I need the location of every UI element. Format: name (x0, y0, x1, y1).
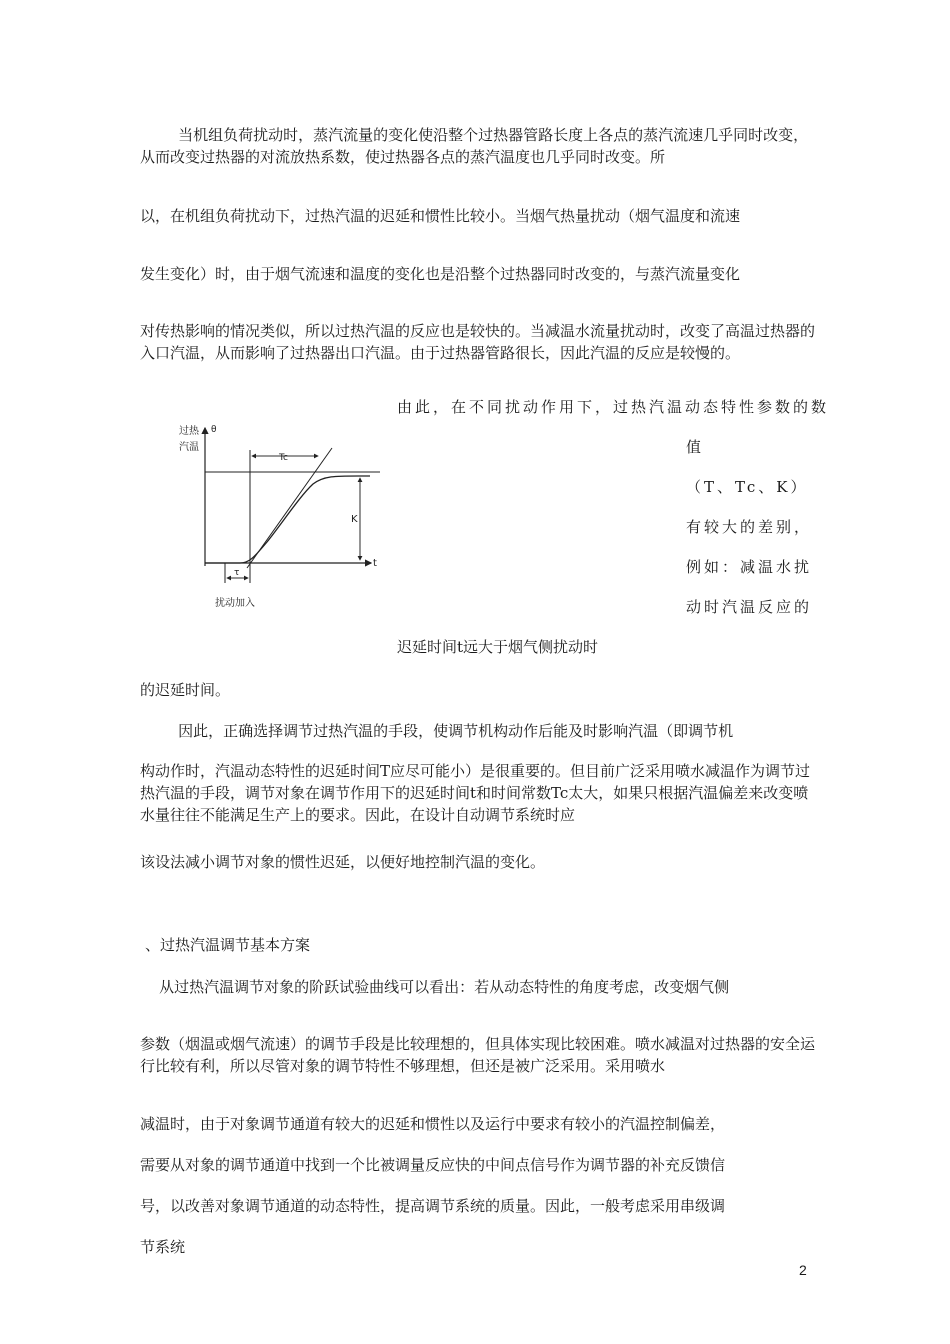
side-text-line-5: 例如：减温水扰 (686, 558, 813, 576)
paragraph-2-end: 的迟延时间。 (140, 681, 231, 699)
y-axis-label-line-1: 过热 (179, 426, 199, 437)
paragraph-4-part-d: 需要从对象的调节通道中找到一个比被调量反应快的中间点信号作为调节器的补充反馈信 (140, 1156, 726, 1174)
paragraph-1-part-c: 发生变化）时，由于烟气流速和温度的变化也是沿整个过热器同时改变的，与蒸汽流量变化 (140, 265, 741, 283)
paragraph-4-part-b: 参数（烟温或烟气流速）的调节手段是比较理想的，但具体实现比较困难。喷水减温对过热器的安全运行比较有利，所以尽管对象的调节特性不够理想，但还是被广泛采用。采用喷水 (140, 1035, 816, 1075)
side-text-line-2: 值 (686, 438, 705, 456)
section-heading: 、过热汽温调节基本方案 (145, 936, 311, 954)
paragraph-3-part-c: 该设法减小调节对象的惯性迟延，以便好地控制汽温的变化。 (140, 853, 546, 871)
response-curve (205, 476, 370, 563)
paragraph-4-part-a: 从过热汽温调节对象的阶跃试验曲线可以看出：若从动态特性的角度考虑，改变烟气侧 (140, 978, 730, 996)
side-text-line-6: 动时汽温反应的 (686, 598, 813, 616)
x-axis-symbol: t (373, 558, 377, 569)
tau-label: τ (234, 568, 240, 578)
paragraph-4-part-f: 节系统 (140, 1238, 186, 1256)
paragraph-3-part-b: 构动作时，汽温动态特性的迟延时间T应尽可能小）是很重要的。但目前广泛采用喷水减温作为调节过热汽温的手段，调节对象在调节作用下的迟延时间t和时间常数Tc太大，如果只根据汽温偏差来改变喷水量往往不能满足生产上的要求。因此，在设计自动调节系统时应 (140, 762, 811, 824)
disturbance-label: 扰动加入 (215, 598, 255, 609)
tc-label: Tc (279, 453, 288, 463)
paragraph-1-part-a: 当机组负荷扰动时，蒸汽流量的变化使沿整个过热器管路长度上各点的蒸汽流速几乎同时改变，从而改变过热器的对流放热系数，使过热器各点的蒸汽温度也几乎同时改变。所 (140, 126, 809, 166)
paragraph-3-part-a: 因此，正确选择调节过热汽温的手段，使调节机构动作后能及时影响汽温（即调节机 (140, 722, 734, 740)
k-label: K (351, 514, 358, 525)
y-axis-label-line-2: 汽温 (179, 442, 199, 453)
side-text-line-4: 有较大的差别， (686, 518, 813, 536)
paragraph-4-part-c: 减温时，由于对象调节通道有较大的迟延和惯性以及运行中要求有较小的汽温控制偏差， (140, 1115, 726, 1133)
step-response-figure (175, 418, 395, 618)
page-number: 2 (799, 1262, 807, 1278)
paragraph-1-part-d: 对传热影响的情况类似，所以过热汽温的反应也是较快的。当减温水流量扰动时，改变了高温过热器的入口汽温，从而影响了过热器出口汽温。由于过热器管路很长，因此汽温的反应是较慢的。 (140, 322, 816, 362)
paragraph-1-part-b: 以，在机组负荷扰动下，过热汽温的迟延和惯性比较小。当烟气热量扰动（烟气温度和流速 (140, 207, 741, 225)
side-text-line-1: 由此，在不同扰动作用下，过热汽温动态特性参数的数 (397, 398, 830, 416)
side-text-line-3: （T、Tc、K） (686, 478, 809, 496)
y-axis-symbol: θ (211, 425, 217, 435)
side-text-line-7: 迟延时间t远大于烟气侧扰动时 (397, 638, 599, 656)
paragraph-4-part-e: 号，以改善对象调节通道的动态特性，提高调节系统的质量。因此，一般考虑采用串级调 (140, 1197, 726, 1215)
